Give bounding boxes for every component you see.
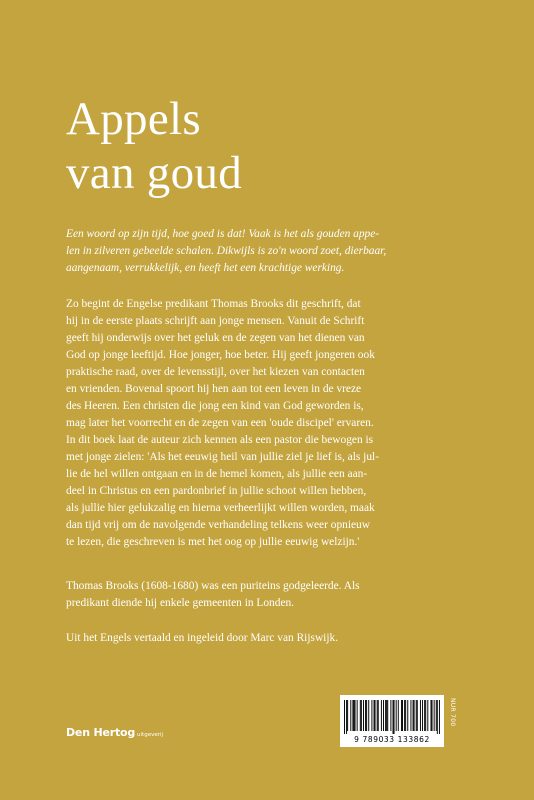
title-line-1: Appels	[66, 93, 201, 145]
body-line: deel in Christus en een pardonbrief in jullie schoot willen hebben,	[66, 485, 367, 497]
nur-code: NUR 700	[449, 698, 456, 727]
intro-line: len in zilveren gebeelde schalen. Dikwijls is zo'n woord zoet, dierbaar,	[66, 245, 387, 257]
body-line: en vrienden. Bovenal spoort hij hen aan tot een leven in de vreze	[66, 383, 362, 395]
intro-line: Een woord op zijn tijd, hoe goed is dat! Vaak is het als gouden appe-	[66, 228, 380, 240]
book-title	[66, 92, 242, 200]
body-line: te lezen, die geschreven is met het oog op jullie eeuwig welzijn.'	[66, 536, 360, 548]
barcode-icon	[344, 700, 440, 734]
bio-line: Thomas Brooks (1608-1680) was een puriteins godgeleerde. Als	[66, 580, 360, 592]
body-line: praktische raad, over de levensstijl, over het kiezen van contacten	[66, 366, 365, 378]
bio-line: predikant diende hij enkele gemeenten in Londen.	[66, 597, 295, 609]
publisher-sub: uitgeverij	[137, 732, 164, 738]
publisher-name: Den Hertog	[66, 726, 136, 739]
body-line: God op jonge leeftijd. Hoe jonger, hoe beter. Hij geeft jongeren ook	[66, 349, 375, 361]
body-line: als jullie hier gelukzalig en hierna verheerlijkt willen worden, maak	[66, 502, 375, 514]
body-line: Zo begint de Engelse predikant Thomas Brooks dit geschrift, dat	[66, 298, 361, 310]
translator-line: Uit het Engels vertaald en ingeleid door Marc van Rijswijk.	[66, 632, 339, 644]
body-line: mag later het voorrecht en de zegen van een 'oude discipel' ervaren.	[66, 417, 374, 429]
title-line-2: van goud	[66, 147, 243, 199]
translator-credit	[66, 630, 476, 647]
publisher-logo	[66, 726, 163, 739]
isbn-number: 9 789033 133862	[354, 735, 430, 744]
description-paragraph	[66, 296, 476, 551]
intro-quote	[66, 226, 476, 277]
body-line: met jonge zielen: 'Als het eeuwig heil van jullie ziel je lief is, als jul-	[66, 451, 379, 463]
body-line: des Heeren. Een christen die jong een kind van God geworden is,	[66, 400, 364, 412]
body-line: hij in de eerste plaats schrijft aan jonge mensen. Vanuit de Schrift	[66, 315, 365, 327]
body-line: geeft hij onderwijs over het geluk en de zegen van het dienen van	[66, 332, 365, 344]
body-line: In dit boek laat de auteur zich kennen als een pastor die bewogen is	[66, 434, 374, 446]
body-line: dan tijd vrij om de navolgende verhandeling telkens weer opnieuw	[66, 519, 370, 531]
barcode	[340, 695, 444, 747]
intro-line: aangenaam, verrukkelijk, en heeft het een krachtige werking.	[66, 262, 345, 274]
body-line: lie de hel willen ontgaan en in de hemel komen, als jullie een aan-	[66, 468, 368, 480]
author-bio	[66, 578, 476, 612]
